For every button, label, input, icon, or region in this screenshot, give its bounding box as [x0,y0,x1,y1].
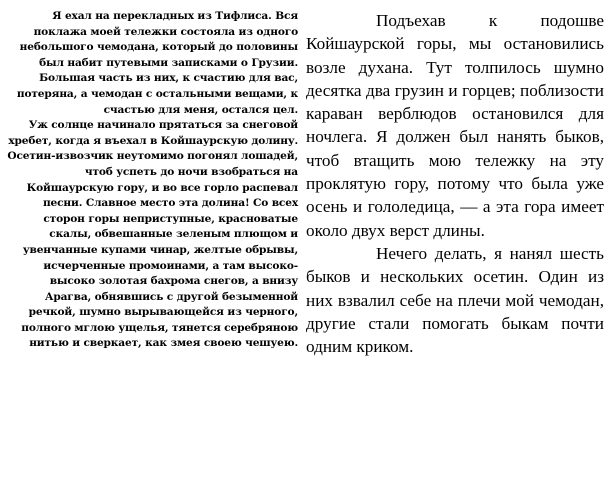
right-text-column [306,9,604,358]
left-paragraph-1: Я ехал на перекладных из Тифлиса. Вся поклажа моей тележки состояла из одного небольшого чемодана, который до половины был набит путевыми записками о Грузии. Большая часть из них, к счастию для вас, потеряна, а чемодан с остальными вещами, к счастью для меня, остался цел. [16,10,298,116]
left-text-column [6,9,298,352]
right-paragraph-1: Подъехав к подошве Койшаурской горы, мы остановились возле духана. Тут толпилось шумно десятка два грузин и горцев; поблизости караван верблюдов остановился для ночлега. Я должен был нанять быков, чтоб втащить мою тележку на эту проклятую гору, потому что была уже осень и гололедица, — а эта гора имеет около двух верст длины. [306,11,604,240]
left-paragraph-2: Уж солнце начинало прятаться за снеговой хребет, когда я въехал в Койшаурскую долину. Осетин-извозчик неутомимо погонял лошадей, чтоб успеть до ночи взобраться на Койшаурскую гору, и во все горло распевал песни. Славное место эта долина! Со всех сторон горы неприступные, красноватые скалы, обвешанные зеленым плющом и увенчанные купами чинар, желтые обрывы, исчерченные промоинами, а там высоко-высоко золотая бахрома снегов, а внизу Арагва, обнявшись с другой безыменной речкой, шумно вырывающейся из черного, полного мглою ущелья, тянется серебряною нитью и сверкает, как змея своею чешуею. [7,119,298,350]
right-paragraph-2: Нечего делать, я нанял шесть быков и нескольких осетин. Один из них взвалил себе на плечи мой чемодан, другие стали помогать быкам почти одним криком. [306,243,604,357]
